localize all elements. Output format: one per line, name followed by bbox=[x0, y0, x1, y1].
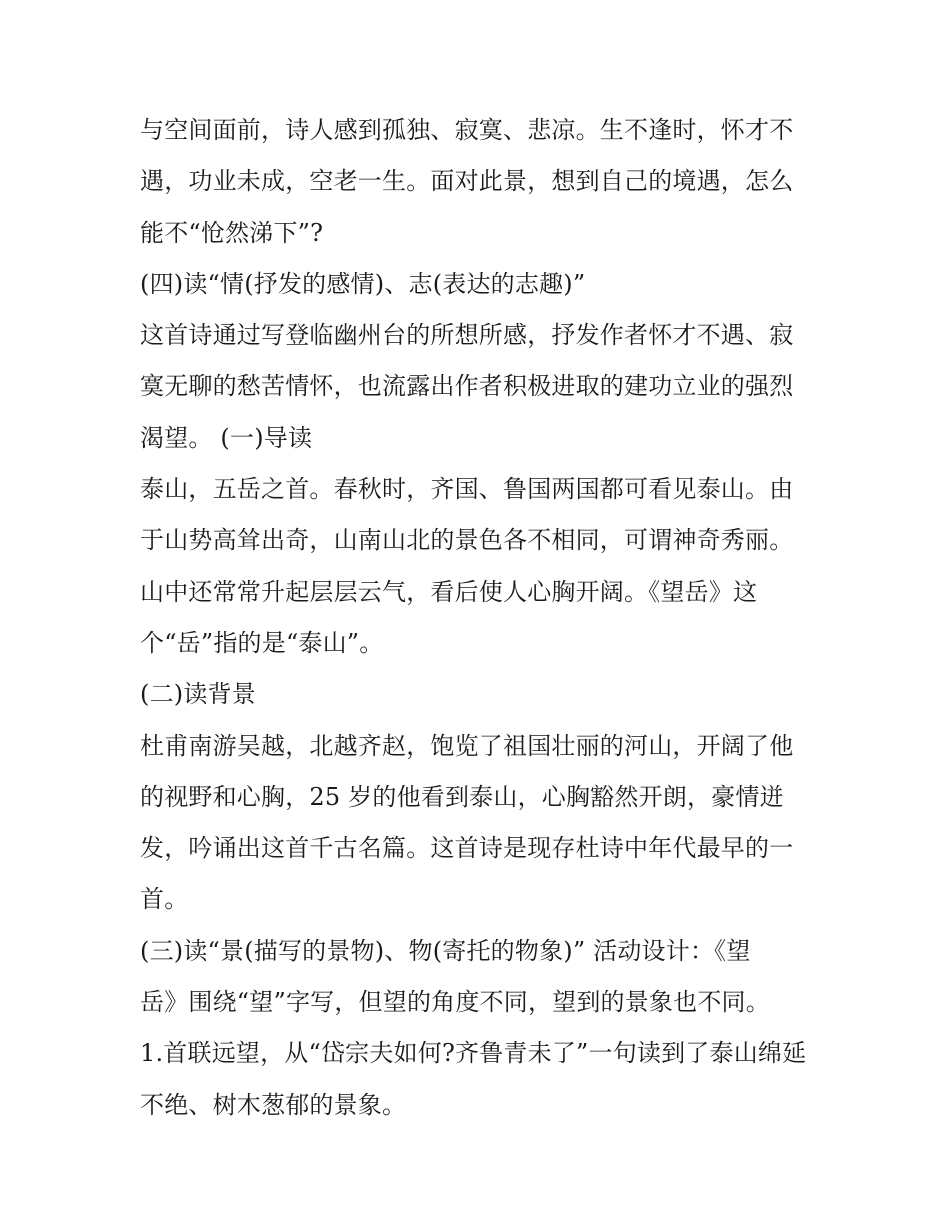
text-line: 山中还常常升起层层云气，看后使人心胸开阔。《望岳》这 bbox=[140, 577, 758, 606]
text-line: 岳》围绕“望”字写，但望的角度不同，望到的景象也不同。 bbox=[140, 988, 770, 1017]
text-line: 遇，功业未成，空老一生。面对此景，想到自己的境遇，怎么 bbox=[140, 167, 794, 196]
text-line: 的视野和心胸，25 岁的他看到泰山，心胸豁然开朗，豪情迸 bbox=[140, 782, 784, 811]
text-line: 泰山，五岳之首。春秋时，齐国、鲁国两国都可看见泰山。由 bbox=[140, 475, 794, 504]
text-line: 杜甫南游吴越，北越齐赵，饱览了祖国壮丽的河山，开阔了他 bbox=[140, 731, 794, 760]
text-line: 发，吟诵出这首千古名篇。这首诗是现存杜诗中年代最早的一 bbox=[140, 834, 794, 863]
text-line: 首。 bbox=[140, 885, 189, 914]
text-line: 这首诗通过写登临幽州台的所想所感，抒发作者怀才不遇、寂 bbox=[140, 321, 794, 350]
text-line: 渴望。 (一)导读 bbox=[140, 423, 313, 452]
text-line: 于山势高耸出奇，山南山北的景色各不相同，可谓神奇秀丽。 bbox=[140, 526, 794, 555]
list-item: 1.首联远望，从“岱宗夫如何?齐鲁青未了”一句读到了泰山绵延 bbox=[140, 1039, 807, 1068]
text-line: 能不“怆然涕下”? bbox=[140, 218, 324, 247]
section-heading-2: (二)读背景 bbox=[140, 680, 256, 709]
text-line: 与空间面前，诗人感到孤独、寂寞、悲凉。生不逢时，怀才不 bbox=[140, 116, 794, 144]
body-text bbox=[140, 105, 820, 1131]
text-line: 寞无聊的愁苦情怀，也流露出作者积极进取的建功立业的强烈 bbox=[140, 372, 794, 401]
text-line: 个“岳”指的是“泰山”。 bbox=[140, 628, 384, 657]
section-heading-3: (三)读“景(描写的景物)、物(寄托的物象)” 活动设计：《望 bbox=[140, 936, 751, 965]
section-heading-4: (四)读“情(抒发的感情)、志(表达的志趣)” bbox=[140, 269, 586, 298]
text-line: 不绝、树木葱郁的景象。 bbox=[140, 1090, 407, 1119]
